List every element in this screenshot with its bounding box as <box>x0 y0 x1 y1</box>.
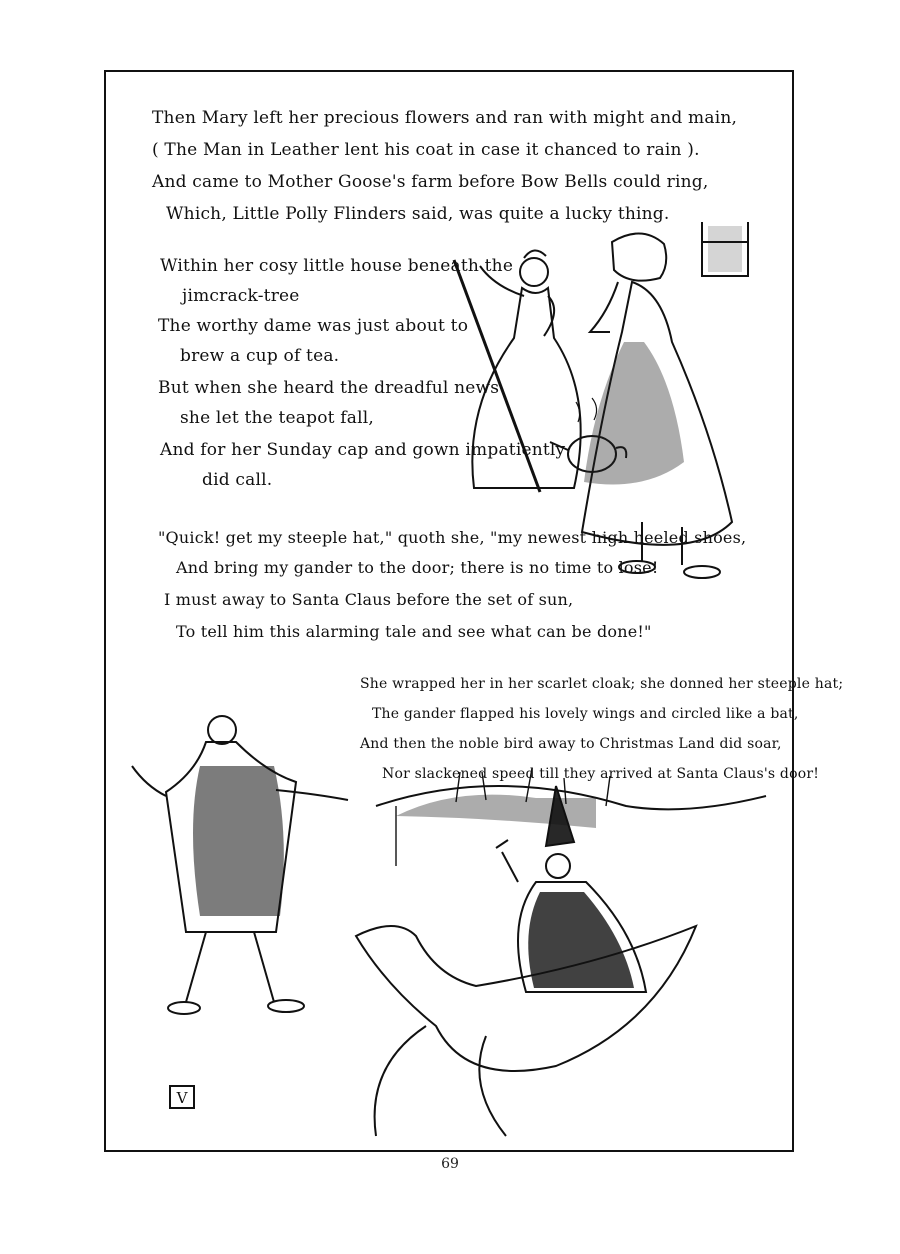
verse-line: And bring my gander to the door; there is no time to lose! <box>176 558 659 577</box>
verse-line: "Quick! get my steeple hat," quoth she, "my newest high heeled shoes, <box>158 528 747 547</box>
verse-line: And for her Sunday cap and gown impatiently <box>160 440 566 460</box>
verse-line: The worthy dame was just about to <box>158 316 469 336</box>
verse-line: she let the teapot fall, <box>180 408 374 428</box>
verse-line: Which, Little Polly Flinders said, was quite a lucky thing. <box>166 204 670 224</box>
verse-line: did call. <box>202 470 273 490</box>
illustrator-monogram: V <box>176 1089 188 1107</box>
verse-line: To tell him this alarming tale and see what can be done!" <box>176 622 652 641</box>
verse-line: The gander flapped his lovely wings and circled like a bat, <box>372 706 799 722</box>
verse-line: And then the noble bird away to Christmas Land did soar, <box>360 736 782 752</box>
page-number: 69 <box>441 1156 459 1172</box>
verse-line: brew a cup of tea. <box>180 346 340 366</box>
verse-line: Within her cosy little house beneath the <box>160 256 514 276</box>
verse-line: I must away to Santa Claus before the set of sun, <box>164 590 574 609</box>
verse-line: And came to Mother Goose's farm before Bow Bells could ring, <box>152 172 709 192</box>
verse-line: Then Mary left her precious flowers and ran with might and main, <box>152 108 738 128</box>
verse-line: jimcrack-tree <box>182 286 300 306</box>
verse-line: ( The Man in Leather lent his coat in case it chanced to rain ). <box>152 140 700 160</box>
verse-line: But when she heard the dreadful news <box>158 378 500 398</box>
verse-line: Nor slackened speed till they arrived at Santa Claus's door! <box>382 766 820 782</box>
verse-line: She wrapped her in her scarlet cloak; she donned her steeple hat; <box>360 676 844 692</box>
